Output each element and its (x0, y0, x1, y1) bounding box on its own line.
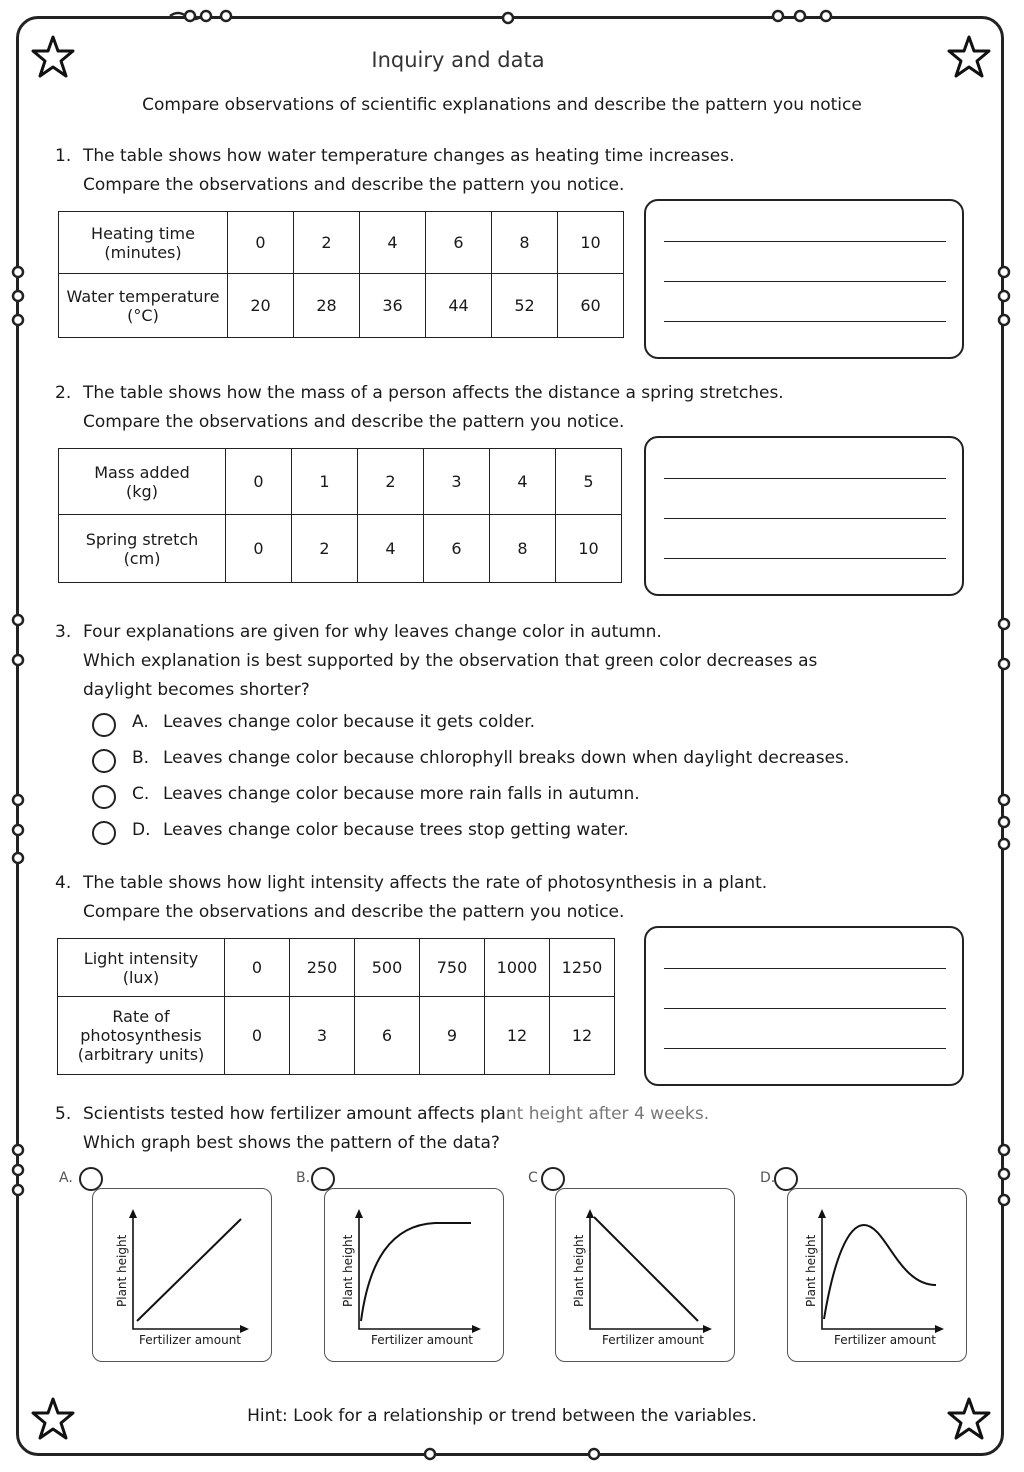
table-cell: 3 (424, 449, 490, 515)
data-table-1 (58, 211, 624, 338)
table-cell: 3 (290, 997, 355, 1075)
table-cell: 1250 (550, 939, 615, 997)
x-axis-label: Fertilizer amount (371, 1333, 473, 1347)
question-text: Which graph best shows the pattern of the data? (83, 1133, 500, 1153)
radio-button-icon[interactable] (92, 821, 116, 845)
table-cell: 6 (424, 515, 490, 583)
y-axis-label: Plant height (115, 1234, 129, 1307)
graph-option-label: A. (59, 1170, 73, 1186)
row-header: Heating time (minutes) (59, 212, 228, 274)
table-cell: 60 (558, 274, 624, 338)
table-cell: 1 (292, 449, 358, 515)
x-axis-label: Fertilizer amount (602, 1333, 704, 1347)
y-axis-label: Plant height (572, 1234, 586, 1307)
data-table-2 (58, 448, 622, 583)
option-text: Leaves change color because more rain falls in autumn. (163, 784, 640, 804)
question-text: The table shows how the mass of a person affects the distance a spring stretches. (83, 383, 784, 403)
table-cell: 44 (426, 274, 492, 338)
page-subtitle: Compare observations of scientific explanations and describe the pattern you notice (142, 95, 862, 115)
y-axis-label: Plant height (804, 1234, 818, 1307)
question-text: Four explanations are given for why leaves change color in autumn. (83, 622, 662, 642)
question-number: 1. (55, 146, 72, 166)
question-2 (55, 379, 784, 437)
table-cell: 36 (360, 274, 426, 338)
table-cell: 9 (420, 997, 485, 1075)
question-text: Compare the observations and describe the pattern you notice. (83, 412, 625, 432)
option-letter: B. (132, 748, 150, 768)
table-cell: 6 (355, 997, 420, 1075)
table-cell: 20 (228, 274, 294, 338)
table-cell: 0 (226, 449, 292, 515)
row-header: Rate of photosynthesis (arbitrary units) (58, 997, 225, 1075)
graph-option-label: D. (760, 1170, 776, 1186)
option-letter: D. (132, 820, 151, 840)
answer-box-1[interactable] (644, 199, 964, 359)
table-cell: 8 (492, 212, 558, 274)
question-4 (55, 869, 767, 927)
table-cell: 2 (294, 212, 360, 274)
row-header: Mass added (kg) (59, 449, 226, 515)
table-cell: 10 (558, 212, 624, 274)
question-number: 3. (55, 622, 72, 642)
option-text: Leaves change color because it gets colder. (163, 712, 536, 732)
answer-box-2[interactable] (644, 436, 964, 596)
table-cell: 0 (225, 997, 290, 1075)
table-cell: 52 (492, 274, 558, 338)
table-cell: 0 (225, 939, 290, 997)
table-cell: 0 (226, 515, 292, 583)
option-letter: A. (132, 712, 149, 732)
table-cell: 750 (420, 939, 485, 997)
page-title: Inquiry and data (371, 48, 545, 72)
option-letter: C. (132, 784, 150, 804)
x-axis-label: Fertilizer amount (139, 1333, 241, 1347)
table-cell: 28 (294, 274, 360, 338)
table-cell: 5 (556, 449, 622, 515)
table-cell: 8 (490, 515, 556, 583)
question-number: 5. (55, 1104, 72, 1124)
question-1 (55, 142, 735, 200)
table-cell: 4 (490, 449, 556, 515)
option-text: Leaves change color because trees stop getting water. (163, 820, 629, 840)
graph-option-label: C (528, 1170, 538, 1186)
row-header: Spring stretch (cm) (59, 515, 226, 583)
data-table-4 (57, 938, 615, 1075)
row-header: Light intensity (lux) (58, 939, 225, 997)
table-cell: 250 (290, 939, 355, 997)
question-text: The table shows how light intensity affects the rate of photosynthesis in a plant. (83, 873, 768, 893)
option-text: Leaves change color because chlorophyll breaks down when daylight decreases. (163, 748, 850, 768)
graph-option-c[interactable] (555, 1188, 735, 1362)
answer-box-4[interactable] (644, 926, 964, 1086)
question-number: 4. (55, 873, 72, 893)
radio-button-icon[interactable] (92, 713, 116, 737)
table-cell: 500 (355, 939, 420, 997)
table-cell: 12 (485, 997, 550, 1075)
table-cell: 6 (426, 212, 492, 274)
question-text: daylight becomes shorter? (83, 680, 310, 700)
radio-button-icon[interactable] (92, 749, 116, 773)
table-cell: 2 (358, 449, 424, 515)
question-text: Which explanation is best supported by the observation that green color decreases as (83, 651, 818, 671)
x-axis-label: Fertilizer amount (834, 1333, 936, 1347)
graph-option-a[interactable] (92, 1188, 272, 1362)
star-icon (946, 34, 992, 80)
radio-button-icon[interactable] (92, 785, 116, 809)
table-cell: 0 (228, 212, 294, 274)
table-cell: 1000 (485, 939, 550, 997)
table-cell: 4 (360, 212, 426, 274)
question-number: 2. (55, 383, 72, 403)
question-text: Compare the observations and describe the pattern you notice. (83, 175, 625, 195)
question-text: The table shows how water temperature changes as heating time increases. (83, 146, 735, 166)
question-3 (55, 618, 817, 705)
question-text: Scientists tested how fertilizer amount affects plant height after 4 weeks. (83, 1104, 710, 1124)
graph-option-b[interactable] (324, 1188, 504, 1362)
hint-text: Hint: Look for a relationship or trend between the variables. (247, 1406, 757, 1426)
graph-option-d[interactable] (787, 1188, 967, 1362)
table-cell: 10 (556, 515, 622, 583)
question-text: Compare the observations and describe the pattern you notice. (83, 902, 625, 922)
question-5 (55, 1100, 709, 1158)
graph-option-label: B. (296, 1170, 311, 1186)
row-header: Water temperature (°C) (59, 274, 228, 338)
table-cell: 4 (358, 515, 424, 583)
table-cell: 2 (292, 515, 358, 583)
table-cell: 12 (550, 997, 615, 1075)
y-axis-label: Plant height (341, 1234, 355, 1307)
